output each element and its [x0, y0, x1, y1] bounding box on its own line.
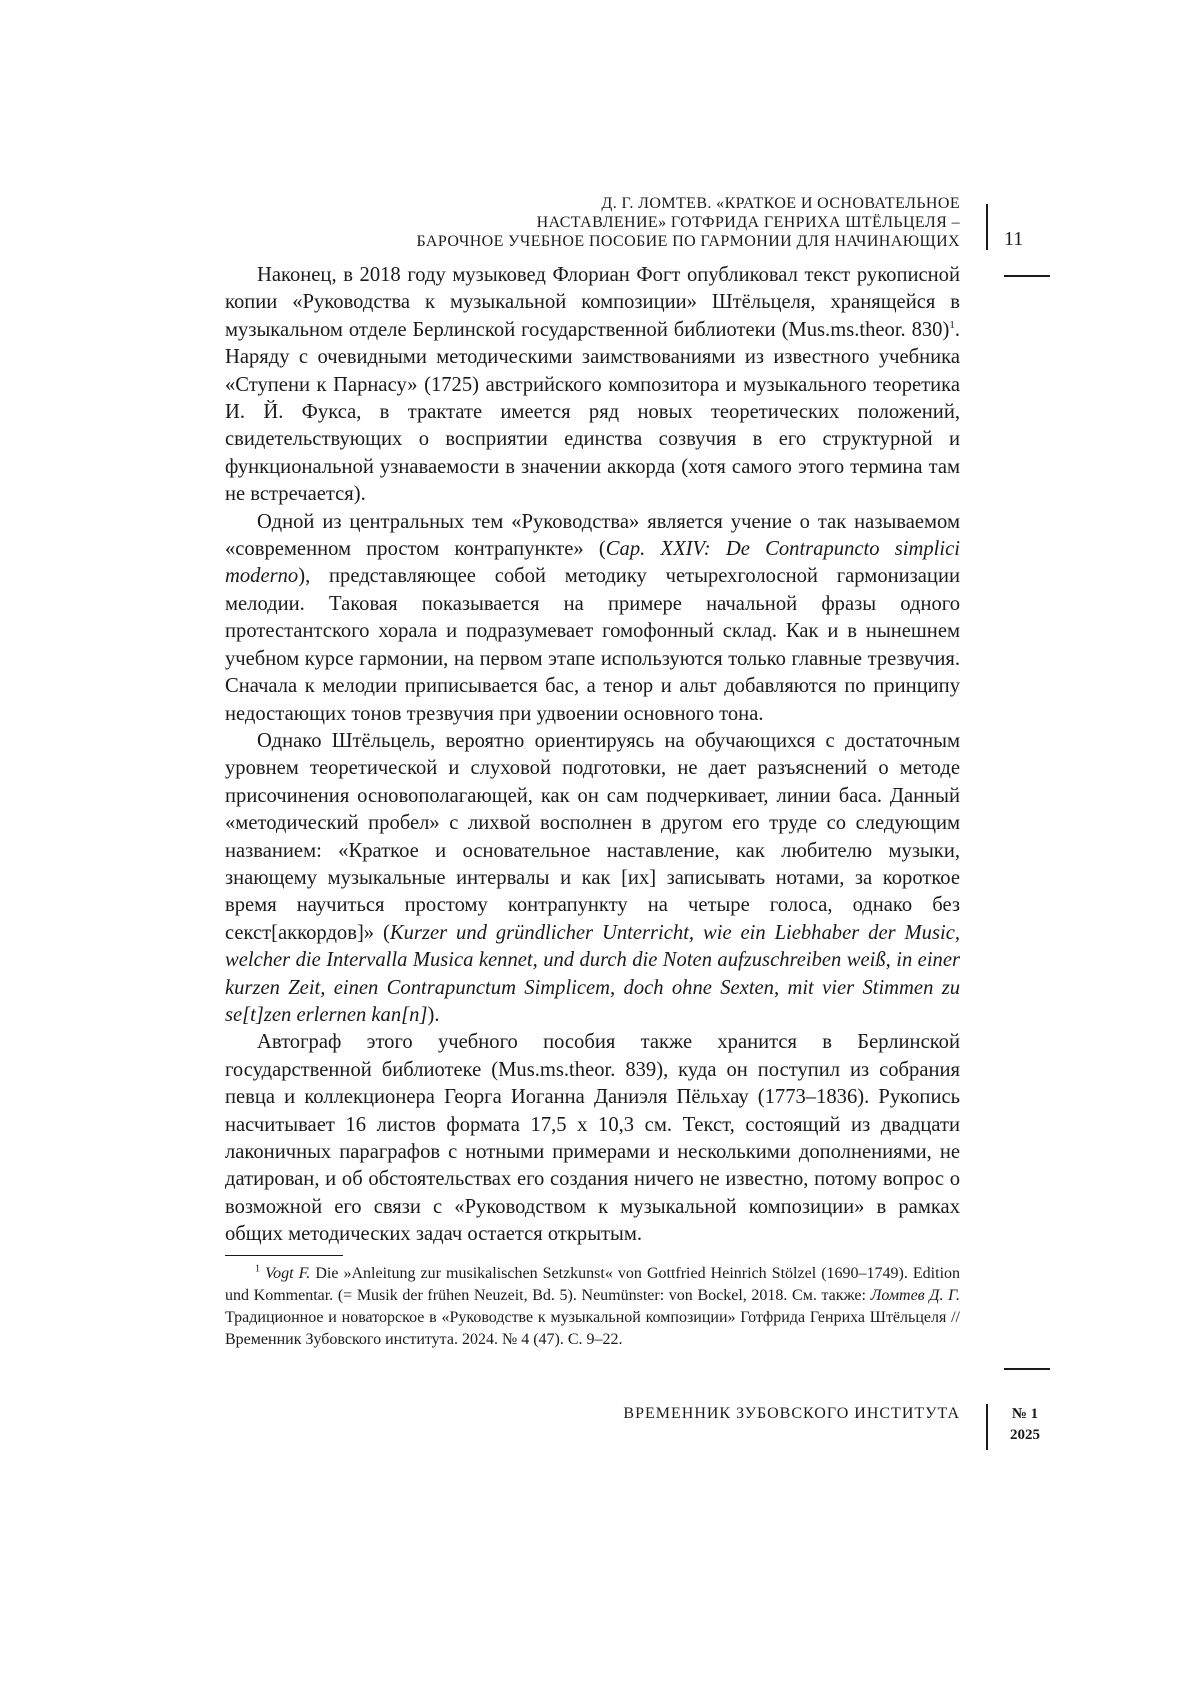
footnote-author: Vogt F. [265, 1265, 311, 1282]
body-text [225, 262, 960, 1249]
german-title: Kurzer und gründlicher Unterricht, wie ein Liebhaber der Music, welcher die Intervalla Musica kennet, und durch die Noten aufzuschreiben weiß, in einer kurzen Zeit, einen Contrapunctum Simplicem, doch ohne Sexten, mit vier Stimmen zu se[t]zen erlernen kan[n] [225, 921, 960, 1026]
header-side-rule [1004, 275, 1050, 277]
issue-number: № 1 [1011, 1406, 1039, 1422]
footer-side-rule [1004, 1368, 1050, 1370]
paragraph: Однако Штёльцель, вероятно ориентируясь на обучающихся с достаточным уровнем теоретической и слуховой подготовки, не дает разъяснений о методе присочинения основополагающей, как он сам подчеркивает, линии баса. Данный «методический пробел» с лихвой восполнен в другом его труде со следующим названием: «Краткое и основательное наставление, как любителю музыки, знающему музыкальные интервалы и как [их] записывать нотами, за короткое время научиться простому контрапункту на четыре голоса, однако без секст[аккордов]» (Kurzer und gründlicher Unterricht, wie ein Liebhaber der Music, welcher die Intervalla Musica kennet, und durch die Noten aufzuschreiben weiß, in einer kurzen Zeit, einen Contrapunctum Simplicem, doch ohne Sexten, mit vier Stimmen zu se[t]zen erlernen kan[n]). [225, 729, 960, 1026]
footnote-author: Ломтев Д. Г. [870, 1287, 960, 1304]
paragraph: Наконец, в 2018 году музыковед Флориан Фогт опубликовал текст рукописной копии «Руководства к музыкальной композиции» Штёльцеля, хранящейся в музыкальном отделе Берлинской государственной библиотеки (Mus.ms.theor. 830)$^1$. Наряду с очевидными методическими заимствованиями из известного учебника «Ступени к Парнасу» (1725) австрийского композитора и музыкального теоретика И. Й. Фукса, в трактате имеется ряд новых теоретических положений, свидетельствующих о восприятии единства созвучия в его структурной и функциональной узнаваемости в значении аккорда (хотя самого этого термина там не встречается). [225, 264, 960, 506]
footnote-number: 1 [255, 1263, 260, 1275]
running-head [300, 194, 960, 251]
footnote-ref: 1 [949, 318, 955, 331]
issue-year: 2025 [1010, 1427, 1040, 1443]
journal-name: ВРЕМЕННИК ЗУБОВСКОГО ИНСТИТУТА [623, 1405, 960, 1422]
running-head-line: НАСТАВЛЕНИЕ» ГОТФРИДА ГЕНРИХА ШТЁЛЬЦЕЛЯ – [536, 214, 960, 231]
footnote-rule [225, 1255, 343, 1256]
header-vertical-rule [986, 204, 988, 250]
latin-title: Cap. XXIV: De Contrapuncto simplici moderno [225, 538, 960, 588]
paragraph: Одной из центральных тем «Руководства» является учение о так называемом «современном простом контрапункте» (Cap. XXIV: De Contrapuncto simplici moderno), представляющее собой методику четырехголосной гармонизации мелодии. Таковая показывается на примере начальной фразы одного протестантского хорала и подразумевает гомофонный склад. Как и в нынешнем учебном курсе гармонии, на первом этапе используются только главные трезвучия. Сначала к мелодии приписывается бас, а тенор и альт добавляются по принципу недостающих тонов трезвучия при удвоении основного тона. [225, 510, 960, 725]
paragraph: Автограф этого учебного пособия также хранится в Берлинской государственной библиотеке (Mus.ms.theor. 839), куда он поступил из собрания певца и коллекционера Георга Иоганна Даниэля Пёльхау (1773–1836). Рукопись насчитывает 16 листов формата 17,5 x 10,3 см. Текст, состоящий из двадцати лаконичных параграфов с нотными примерами и несколькими дополнениями, не датирован, и об обстоятельствах его создания ничего не известно, потому вопрос о возможной его связи с «Руководством к музыкальной композиции» в рамках общих методических задач остается открытым. [225, 1031, 960, 1246]
running-head-line: БАРОЧНОЕ УЧЕБНОЕ ПОСОБИЕ ПО ГАРМОНИИ ДЛЯ НАЧИНАЮЩИХ [416, 233, 960, 250]
footnote: $^1$ Vogt F. Die »Anleitung zur musikalischen Setzkunst« von Gottfried Heinrich Stölzel (1690–1749). Edition und Kommentar. (= Musik der frühen Neuzeit, Bd. 5). Neumünster: von Bockel, 2018. См. также: Ломтев Д. Г. Традиционное и новаторское в «Руководстве к музыкальной композиции» Готфрида Генриха Штёльцеля // Временник Зубовского института. 2024. № 4 (47). С. 9–22. [225, 1263, 961, 1348]
issue-info [1010, 1404, 1040, 1446]
page-number: 11 [1004, 228, 1024, 250]
running-head-line: Д. Г. ЛОМТЕВ. «КРАТКОЕ И ОСНОВАТЕЛЬНОЕ [601, 195, 960, 212]
footer-vertical-rule [986, 1404, 988, 1450]
